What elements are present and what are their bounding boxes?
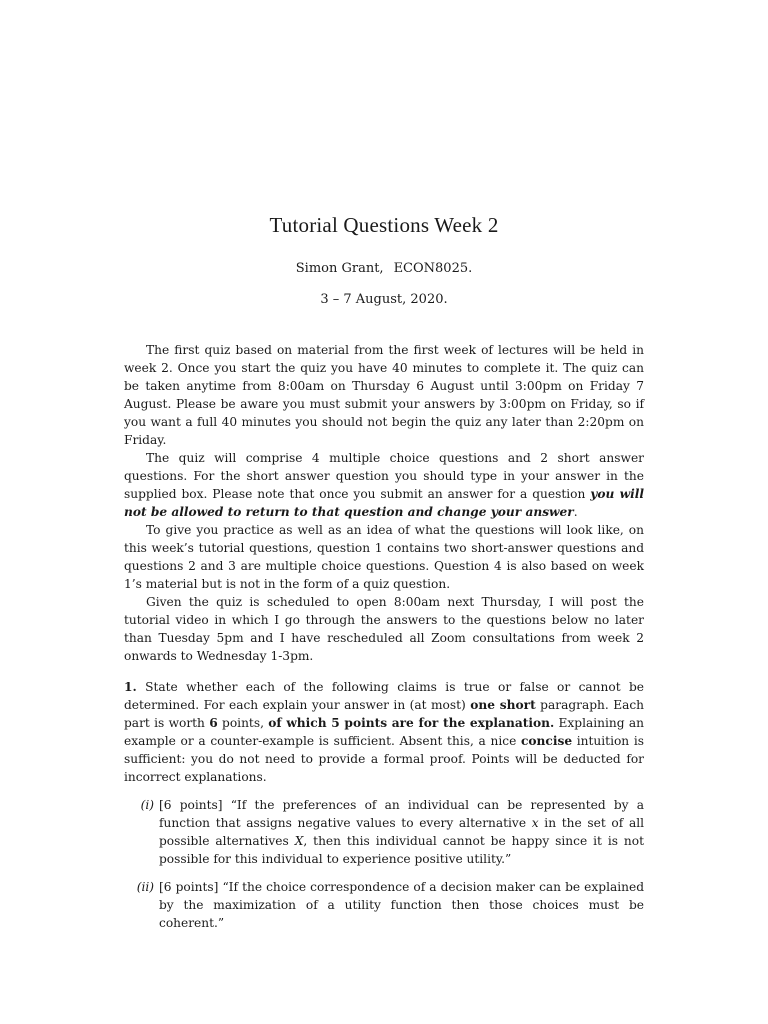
paragraph-practice: To give you practice as well as an idea of what the questions will look like, on this week’s tutorial questions, question 1 contains two short-answer questions and questions 2 and 3 are multiple choice questions. Question 4 is also based on week 1’s material but is not in the form of a quiz question. — [124, 523, 644, 591]
part-text: [6 points] “If the preferences of an individual can be represented by a function that assigns negative values to every alternative x in the set of all possible alternatives X, then this individual cannot be happy since it is not possible for this individual to experience positive utility.” — [159, 798, 645, 866]
paragraph-quiz-info: The first quiz based on material from the first week of lectures will be held in week 2. Once you start the quiz you have 40 minutes to complete it. The quiz can be taken anytime from 8:00am on Thursday 6 August until 3:00pm on Friday 7 August. Please be aware you must submit your answers by 3:00pm on Friday, so if you want a full 40 minutes you should not begin the quiz any later than 2:20pm on Friday. — [124, 343, 644, 447]
author-name: Simon Grant, — [295, 261, 384, 276]
course-code: ECON8025. — [393, 261, 473, 276]
part-label: (i) — [140, 798, 154, 812]
part-text: [6 points] “If the choice correspondence of a decision maker can be explained by the maximization of a utility function then those choices must be coherent.” — [159, 880, 644, 930]
author-line — [0, 261, 768, 276]
question-part-i — [124, 796, 644, 868]
question-1-parts — [124, 796, 644, 932]
question-number: 1. — [124, 680, 137, 694]
document-title: Tutorial Questions Week 2 — [269, 213, 499, 237]
emphasis-no-return: you will not be allowed to return to that question and change your answer — [124, 487, 644, 519]
document-body — [124, 341, 644, 942]
paragraph-schedule: Given the quiz is scheduled to open 8:00am next Thursday, I will post the tutorial video in which I go through the answers to the questions below no later than Tuesday 5pm and I have rescheduled all Zoom consultations from week 2 onwards to Wednesday 1-3pm. — [124, 595, 644, 663]
question-1: 1. State whether each of the following claims is true or false or cannot be determined. For each explain your answer in (at most) one short paragraph. Each part is worth 6 points, of which 5 points are for the explanation. Explaining an example or a counter-example is sufficient. Absent this, a nice concise intuition is sufficient: you do not need to provide a formal proof. Points will be deducted for incorrect explanations. — [124, 680, 645, 784]
question-part-ii — [124, 878, 644, 932]
part-label: (ii) — [136, 880, 154, 894]
document-date: 3 – 7 August, 2020. — [320, 292, 448, 307]
paragraph-quiz-format: The quiz will comprise 4 multiple choice questions and 2 short answer questions. For the short answer question you should type in your answer in the supplied box. Please note that once you submit an answer for a question you will not be allowed to return to that question and change your answer. — [124, 451, 644, 519]
